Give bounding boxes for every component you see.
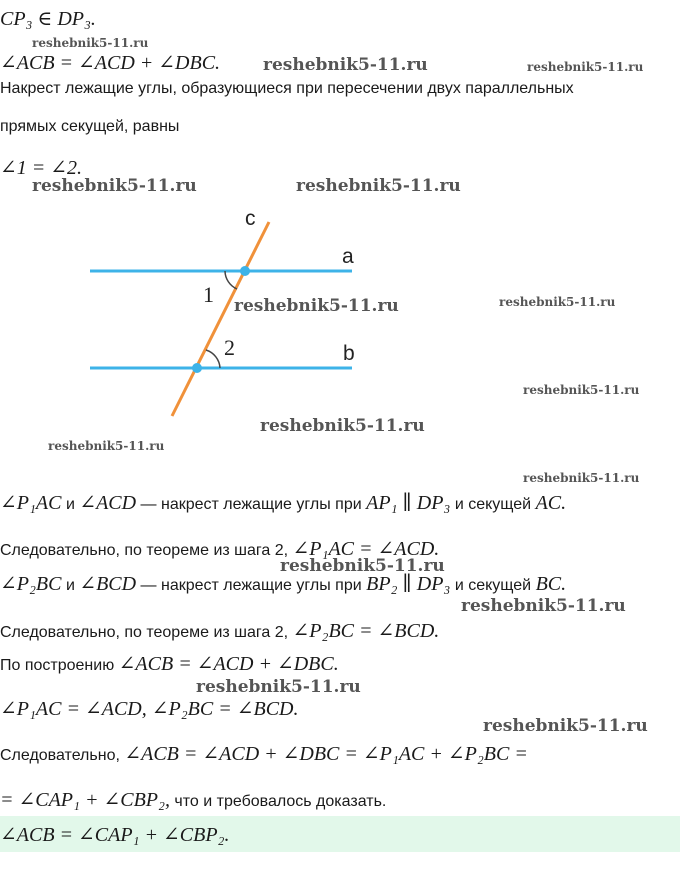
- label-c: c: [245, 207, 256, 230]
- watermark: reshebnik5-11.ru: [196, 677, 361, 697]
- formula: ∠ACD: [79, 492, 137, 514]
- formula: ∠P₁AC = ∠ACD, ∠P₂BC = ∠BCD.: [0, 698, 299, 720]
- formula: BC.: [535, 573, 567, 595]
- text: и: [65, 577, 75, 594]
- formula: BP₂ ∥ DP₃: [366, 573, 451, 595]
- watermark: reshebnik5-11.ru: [483, 716, 648, 736]
- formula: ∠P₁AC: [0, 492, 62, 514]
- watermark: reshebnik5-11.ru: [296, 176, 461, 196]
- formula: ∠ACB = ∠ACD + ∠DBC.: [0, 52, 221, 74]
- label-a: a: [342, 245, 354, 268]
- watermark: reshebnik5-11.ru: [234, 296, 399, 316]
- proof-chain-line1: [0, 741, 528, 766]
- text: прямых секущей, равны: [0, 118, 180, 135]
- proof-construction: [0, 651, 339, 676]
- watermark: reshebnik5-11.ru: [523, 383, 640, 397]
- text: По построению: [0, 657, 115, 674]
- text: Следовательно, по теореме из шага 2,: [0, 542, 289, 559]
- text: Накрест лежащие углы, образующиеся при пересечении двух параллельных: [0, 80, 574, 97]
- formula: ∠BCD: [79, 573, 137, 595]
- watermark: reshebnik5-11.ru: [461, 596, 626, 616]
- text: и: [65, 496, 75, 513]
- watermark: reshebnik5-11.ru: [32, 176, 197, 196]
- secant-c: [172, 222, 269, 416]
- text: и секущей: [454, 496, 532, 513]
- proof-equalities: [0, 696, 298, 721]
- proof-chain-line2: [0, 787, 386, 812]
- proof-conclusion-2: [0, 618, 439, 643]
- angle-2-arc: [206, 350, 220, 368]
- text: что и требовалось доказать.: [174, 793, 387, 810]
- watermark: reshebnik5-11.ru: [32, 36, 149, 50]
- formula: = ∠CAP₁ + ∠CBP₂,: [0, 789, 170, 811]
- watermark: reshebnik5-11.ru: [280, 556, 445, 576]
- formula: ∠1 = ∠2.: [0, 157, 83, 179]
- answer-box: [0, 816, 680, 852]
- watermark: reshebnik5-11.ru: [527, 60, 644, 74]
- label-angle-2: 2: [224, 335, 235, 360]
- text: — накрест лежащие углы при: [140, 496, 362, 513]
- answer-formula: ∠ACB = ∠CAP₁ + ∠CBP₂.: [0, 824, 230, 846]
- formula: ∠P₂BC: [0, 573, 62, 595]
- formula: CP₃ ∈ DP₃.: [0, 8, 96, 30]
- proof-step-p1ac: [0, 490, 566, 515]
- text: Следовательно, по теореме из шага 2,: [0, 624, 289, 641]
- watermark: reshebnik5-11.ru: [48, 439, 165, 453]
- text: Следовательно,: [0, 747, 120, 764]
- formula: ∠ACB = ∠ACD + ∠DBC.: [118, 653, 339, 675]
- watermark: reshebnik5-11.ru: [263, 55, 428, 75]
- label-b: b: [343, 342, 355, 365]
- formula: ∠ACB = ∠ACD + ∠DBC = ∠P₁AC + ∠P₂BC =: [124, 743, 528, 765]
- watermark: reshebnik5-11.ru: [523, 471, 640, 485]
- formula: ∠P₂BC = ∠BCD.: [292, 620, 440, 642]
- watermark: reshebnik5-11.ru: [499, 295, 616, 309]
- intersection-point-a: [240, 266, 250, 276]
- label-angle-1: 1: [203, 282, 214, 307]
- watermark: reshebnik5-11.ru: [260, 416, 425, 436]
- formula: ∠P₁AC = ∠ACD.: [292, 538, 440, 560]
- text: — накрест лежащие углы при: [140, 577, 362, 594]
- intersection-point-b: [192, 363, 202, 373]
- formula: AC.: [535, 492, 567, 514]
- formula: AP₁ ∥ DP₃: [366, 492, 451, 514]
- text: и секущей: [454, 577, 532, 594]
